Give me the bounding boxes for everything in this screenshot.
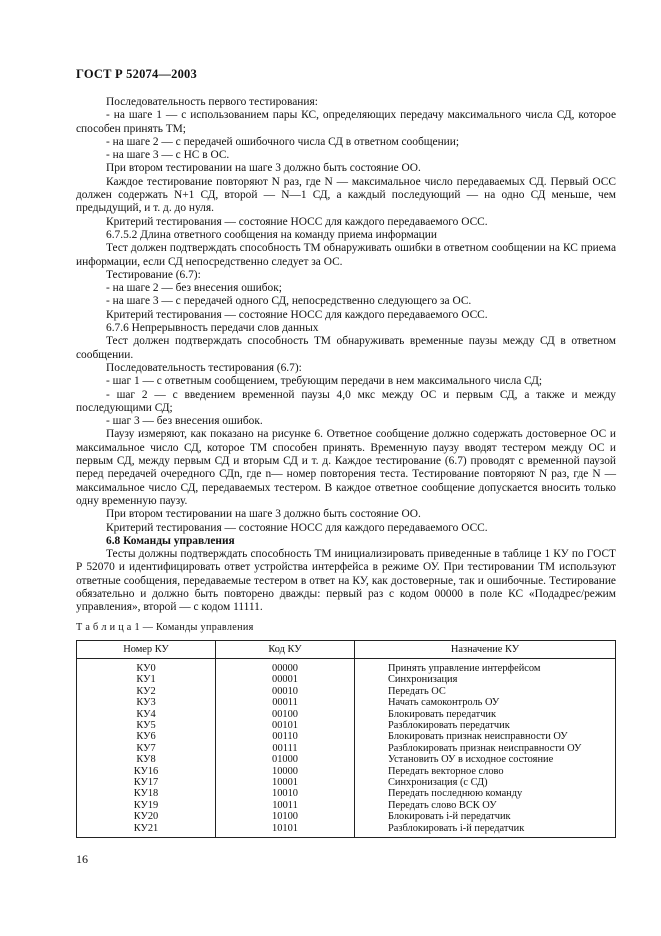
table-cell: Блокировать передатчик <box>355 709 616 720</box>
page-number: 16 <box>76 852 88 866</box>
table-row <box>77 766 616 777</box>
table-cell: КУ20 <box>77 811 216 822</box>
paragraph: Паузу измеряют, как показано на рисунке 6. Ответное сообщение должно содержать достоверное ОС и максимальное число СД, которое ТМ способен принять. Временную паузу вводят тестером между ОС и первым СД, между первым СД и вторым СД и т. д. Каждое тестирование (6.7) проводят с временной паузой перед передачей очередного СДn, где n— номер повторения теста. Тестирование повторяют N раз, где N — максимальное число СД, передаваемых тестером. В каждое ответное сообщение допускается вносить только одну временную паузу. <box>76 428 616 507</box>
table-cell: КУ0 <box>77 659 216 675</box>
table-cell: Принять управление интерфейсом <box>355 659 616 675</box>
paragraph: Последовательность тестирования (6.7): <box>106 361 302 374</box>
paragraph: Критерий тестирования — состояние НОСС для каждого передаваемого ОСС. <box>106 308 488 321</box>
table-row <box>77 800 616 811</box>
table-cell: КУ2 <box>77 686 216 697</box>
table-cell: 00000 <box>216 659 355 675</box>
table-cell: КУ7 <box>77 743 216 754</box>
table-cell: КУ5 <box>77 720 216 731</box>
paragraph: Последовательность первого тестирования: <box>106 96 318 108</box>
table-cell: КУ21 <box>77 823 216 838</box>
table-row <box>77 811 616 822</box>
table-cell: 01000 <box>216 754 355 765</box>
table-cell: Передать последнюю команду <box>355 788 616 799</box>
paragraph: - на шаге 1 — с использованием пары КС, определяющих передачу максимального числа СД, которое способен принять ТМ; <box>76 109 616 135</box>
table-row <box>77 709 616 720</box>
paragraph: - шаг 2 — с введением временной паузы 4,0 мкс между ОС и первым СД, а также и между последующими СД; <box>76 388 616 414</box>
table-cell: Передать ОС <box>355 686 616 697</box>
paragraph: 6.7.5.2 Длина ответного сообщения на команду приема информации <box>106 228 437 241</box>
table-cell: КУ18 <box>77 788 216 799</box>
table-row <box>77 777 616 788</box>
table-row <box>77 674 616 685</box>
table-cell: 00001 <box>216 674 355 685</box>
table-cell: КУ6 <box>77 731 216 742</box>
table-cell: Разблокировать i-й передатчик <box>355 823 616 838</box>
table-cell: 10011 <box>216 800 355 811</box>
paragraph: - шаг 3 — без внесения ошибок. <box>106 415 263 428</box>
table-cell: 10000 <box>216 766 355 777</box>
paragraph: Каждое тестирование повторяют N раз, где N — максимальное число передаваемых СД. Первый ОСС должен содержать N+1 СД, второй — N—1 СД, а каждый последующий — на одно СД меньше, чем предыдущий, и т. д. до нуля. <box>76 175 616 215</box>
table-row <box>77 731 616 742</box>
paragraph: Тест должен подтверждать способность ТМ обнаруживать временные паузы между СД в ответном сообщении. <box>76 335 616 361</box>
table-caption: Т а б л и ц а 1 — Команды управления <box>76 622 254 633</box>
paragraph: При втором тестировании на шаге 3 должно быть состояние ОО. <box>106 162 421 175</box>
body-text <box>76 96 616 615</box>
table-row <box>77 720 616 731</box>
document-header: ГОСТ Р 52074—2003 <box>76 67 197 81</box>
table-cell: 00111 <box>216 743 355 754</box>
table-cell: КУ17 <box>77 777 216 788</box>
column-header: Номер КУ <box>77 641 216 659</box>
table-row <box>77 697 616 708</box>
table-cell: КУ4 <box>77 709 216 720</box>
paragraph: - шаг 1 — с ответным сообщением, требующим передачи в нем максимального числа СД; <box>106 375 543 388</box>
paragraph: - на шаге 2 — без внесения ошибок; <box>106 282 282 295</box>
table-cell: Начать самоконтроль ОУ <box>355 697 616 708</box>
table-row <box>77 686 616 697</box>
table-cell: 00100 <box>216 709 355 720</box>
table-cell: КУ16 <box>77 766 216 777</box>
control-commands-table <box>76 640 616 838</box>
table-row <box>77 823 616 838</box>
paragraph: Критерий тестирования — состояние НОСС для каждого передаваемого ОСС. <box>106 521 488 534</box>
column-header: Назначение КУ <box>355 641 616 659</box>
paragraph: Критерий тестирования — состояние НОСС для каждого передаваемого ОСС. <box>106 215 488 228</box>
table-cell: Передать векторное слово <box>355 766 616 777</box>
paragraph: Тестирование (6.7): <box>106 268 201 281</box>
table-cell: 00011 <box>216 697 355 708</box>
paragraph: - на шаге 3 — с НС в ОС. <box>106 149 230 162</box>
table-cell: Передать слово ВСК ОУ <box>355 800 616 811</box>
table-cell: 00110 <box>216 731 355 742</box>
table-row <box>77 659 616 675</box>
table-cell: КУ19 <box>77 800 216 811</box>
paragraph: - на шаге 3 — с передачей одного СД, непосредственно следующего за ОС. <box>106 295 472 308</box>
paragraph: 6.7.6 Непрерывность передачи слов данных <box>106 322 319 335</box>
paragraph: При втором тестировании на шаге 3 должно быть состояние ОО. <box>106 508 421 521</box>
table-row <box>77 743 616 754</box>
table-cell: КУ8 <box>77 754 216 765</box>
table-cell: Синхронизация (с СД) <box>355 777 616 788</box>
table-cell: Установить ОУ в исходное состояние <box>355 754 616 765</box>
paragraph: Тесты должны подтверждать способность ТМ инициализировать приведенные в таблице 1 КУ по ГОСТ Р 52070 и идентифицировать ответ устройства интерфейса в режиме ОУ. При тестировании ТМ используют ответные сообщения, передаваемые тестером в ответ на КУ, как достоверные, так и ошибочные. Тестирование обязательно и должно быть повторено дважды: первый раз с кодом 00000 в поле КС «Подадрес/режим управления», второй — с кодом 11111. <box>76 548 616 614</box>
paragraph: Тест должен подтверждать способность ТМ обнаруживать ошибки в ответном сообщении на КС приема информации, если СД непосредственно следует за ОС. <box>76 242 616 268</box>
table-row <box>77 788 616 799</box>
table-cell: Разблокировать передатчик <box>355 720 616 731</box>
table-cell: 10100 <box>216 811 355 822</box>
table-cell: Разблокировать признак неисправности ОУ <box>355 743 616 754</box>
column-header: Код КУ <box>216 641 355 659</box>
table-cell: КУ3 <box>77 697 216 708</box>
table-cell: 10101 <box>216 823 355 838</box>
table-cell: Блокировать признак неисправности ОУ <box>355 731 616 742</box>
table-cell: 00010 <box>216 686 355 697</box>
table-cell: КУ1 <box>77 674 216 685</box>
table-cell: 00101 <box>216 720 355 731</box>
table-cell: 10010 <box>216 788 355 799</box>
table-header-row <box>77 641 616 659</box>
table-cell: Блокировать i-й передатчик <box>355 811 616 822</box>
section-heading: 6.8 Команды управления <box>106 534 235 547</box>
paragraph: - на шаге 2 — с передачей ошибочного числа СД в ответном сообщении; <box>106 135 460 148</box>
table-row <box>77 754 616 765</box>
table-cell: 10001 <box>216 777 355 788</box>
table-cell: Синхронизация <box>355 674 616 685</box>
